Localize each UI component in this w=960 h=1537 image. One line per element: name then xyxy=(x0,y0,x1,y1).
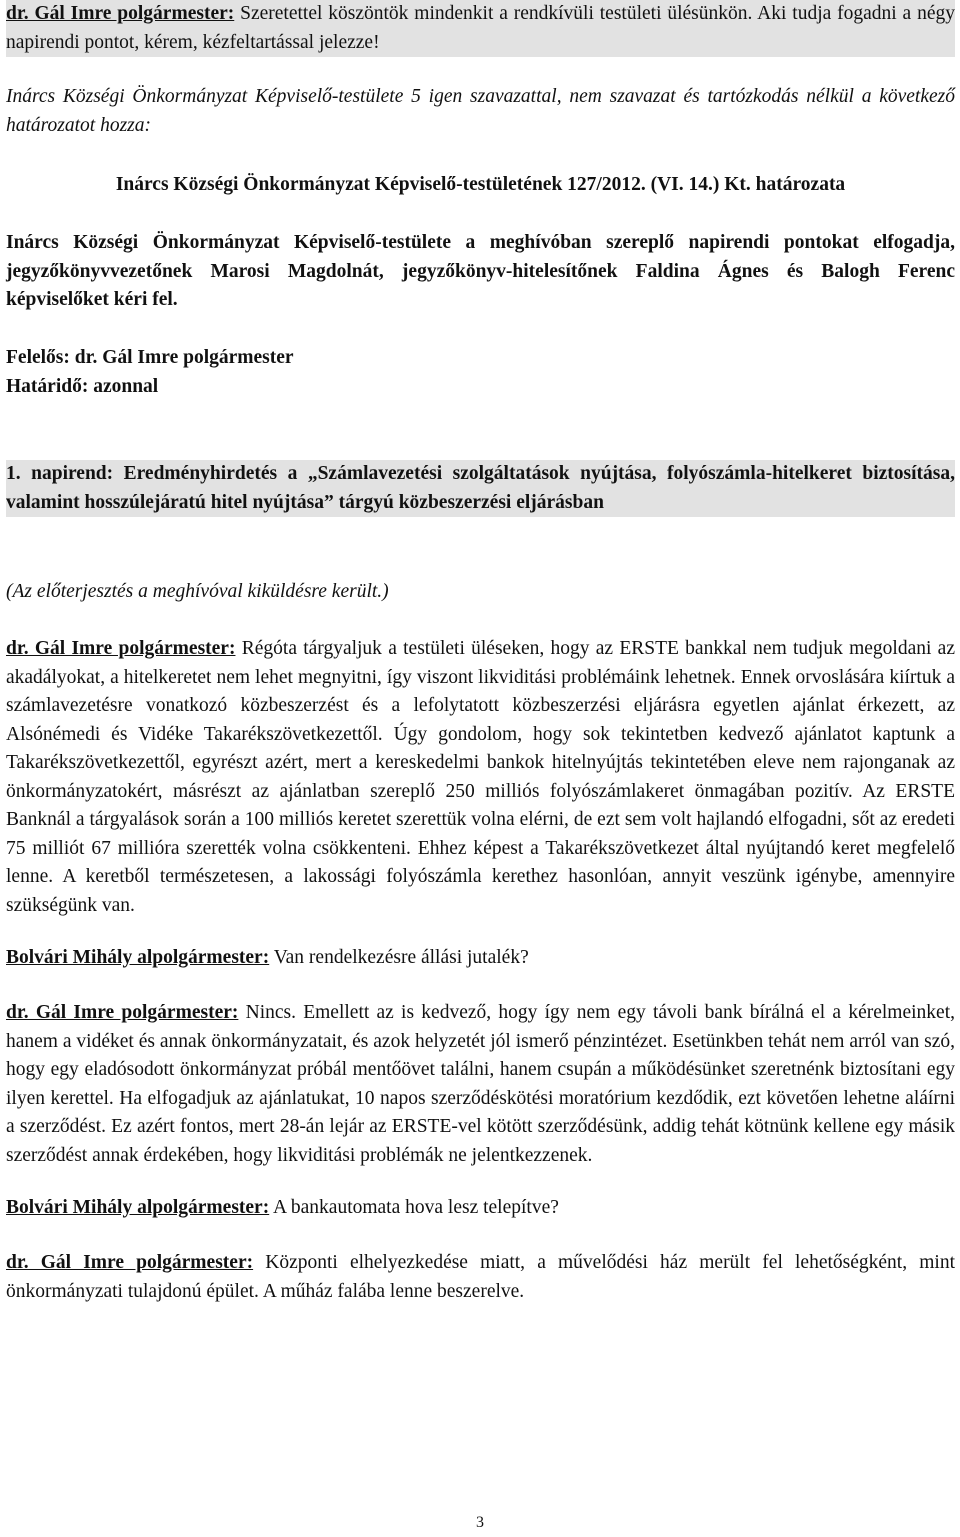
speech-text: Nincs. Emellett az is kedvező, hogy így nem egy távoli bank bírálná el a kérelmeinket, hanem a vidéket és annak önkormányzatait, és azok helyzetét jól ismerő pénzintézet. Esetünkben tehát nem arról van szó, hogy egy eladósodott önkormányzat próbál mentőövet találni, hanem csupán a működésünket szeretnénk biztosítani egy ilyen kerettel. Ha elfogadjuk az ajánlatukat, 10 napos szerződéskötési moratórium kezdődik, ezt követően lehetne aláírni a szerződést. Ez azért fontos, mert 28-án lejár az ERSTE-vel kötött szerződésünk, addig tehát kötnünk kellene egy másik szerződést annak érdekében, hogy likviditási problémák ne jelentkezzenek. xyxy=(6,1002,955,1166)
speech-text: A bankautomata hova lesz telepítve? xyxy=(269,1197,559,1218)
resolution-deadline: Határidő: azonnal xyxy=(6,376,159,397)
speaker-name: Bolvári Mihály alpolgármester: xyxy=(6,1197,270,1218)
vote-statement: Inárcs Községi Önkormányzat Képviselő-testülete 5 igen szavazattal, nem szavazat és tartózkodás nélkül a következő határozatot hozza: xyxy=(6,86,955,136)
dialogue-paragraph xyxy=(6,1249,955,1306)
resolution-body: Inárcs Községi Önkormányzat Képviselő-testülete a meghívóban szereplő napirendi pontokat elfogadja, jegyzőkönyvvezetőnek Marosi Magdolnát, jegyzőkönyv-hitelesítőnek Faldina Ágnes és Balogh Ferenc képviselőket kéri fel. xyxy=(6,232,955,310)
agenda-heading: 1. napirend: Eredményhirdetés a „Számlavezetési szolgáltatások nyújtása, folyószámla-hitelkeret biztosítása, valamint hosszúlejáratú hitel nyújtása” tárgyú közbeszerzési eljárásban xyxy=(6,460,955,517)
speech-text: Van rendelkezésre állási jutalék? xyxy=(269,947,529,968)
page-number: 3 xyxy=(476,1514,484,1531)
dialogue-paragraph xyxy=(6,1194,955,1223)
speaker-name: dr. Gál Imre polgármester: xyxy=(6,1252,254,1273)
dialogue-paragraph xyxy=(6,635,955,920)
speaker-name: dr. Gál Imre polgármester: xyxy=(6,638,236,659)
dialogue-paragraph xyxy=(6,999,955,1170)
speaker-name: dr. Gál Imre polgármester: xyxy=(6,1002,239,1023)
speaker-name: dr. Gál Imre polgármester: xyxy=(6,3,235,24)
resolution-responsible: Felelős: dr. Gál Imre polgármester xyxy=(6,347,294,368)
speaker-name: Bolvári Mihály alpolgármester: xyxy=(6,947,270,968)
speech-text: Központi elhelyezkedése miatt, a művelődési ház merült fel lehetőségként, mint önkormányzati tulajdonú épület. A műház falába lenne beszerelve. xyxy=(6,1252,955,1302)
agenda-note: (Az előterjesztés a meghívóval kiküldésre került.) xyxy=(6,581,389,602)
speech-text: Régóta tárgyaljuk a testületi üléseken, hogy az ERSTE bankkal nem tudjuk megoldani az akadályokat, a hitelkeretet nem lehet megnyitni, így viszont likviditási problémáink lehetnek. Ennek orvoslására kiírtuk a számlavezetésre vonatkozó közbeszerzést és a lefolytatott közbeszerzési eljárásra egyetlen ajánlat érkezett, az Alsónémedi és Vidéke Takarékszövetkezettől. Úgy gondolom, hogy sok tekintetben kedvező ajánlatot kaptunk a Takarékszövetkezettől, egyrészt azért, mert a kereskedelmi bankok hitelnyújtás tekintetében eleve nem rajonganak az önkormányzatokért, másrészt az ajánlatban szereplő 250 milliós folyószámlakeret önmagában pozitív. Az ERSTE Banknál a tárgyalások során a 100 milliós keretet szerettük volna elérni, de ezt sem volt hajlandó elfogadni, sőt az eredeti 75 milliót 67 millióra szerették volna csökkenteni. Ehhez képest a Takarékszövetkezet által nyújtandó keret megfelelő lenne. A keretből természetesen, a lakossági folyószámla kerethez hasonlóan, annyit veszünk igénybe, amennyire szükségünk van. xyxy=(6,638,955,916)
resolution-title: Inárcs Községi Önkormányzat Képviselő-testületének 127/2012. (VI. 14.) Kt. határozata xyxy=(115,174,846,195)
dialogue-paragraph xyxy=(6,944,955,973)
intro-paragraph xyxy=(6,0,955,57)
speech-text: Szeretettel köszöntök mindenkit a rendkívüli testületi ülésünkön. Aki tudja fogadni a négy napirendi pontot, kérem, kézfeltartással jelezze! xyxy=(6,3,955,53)
